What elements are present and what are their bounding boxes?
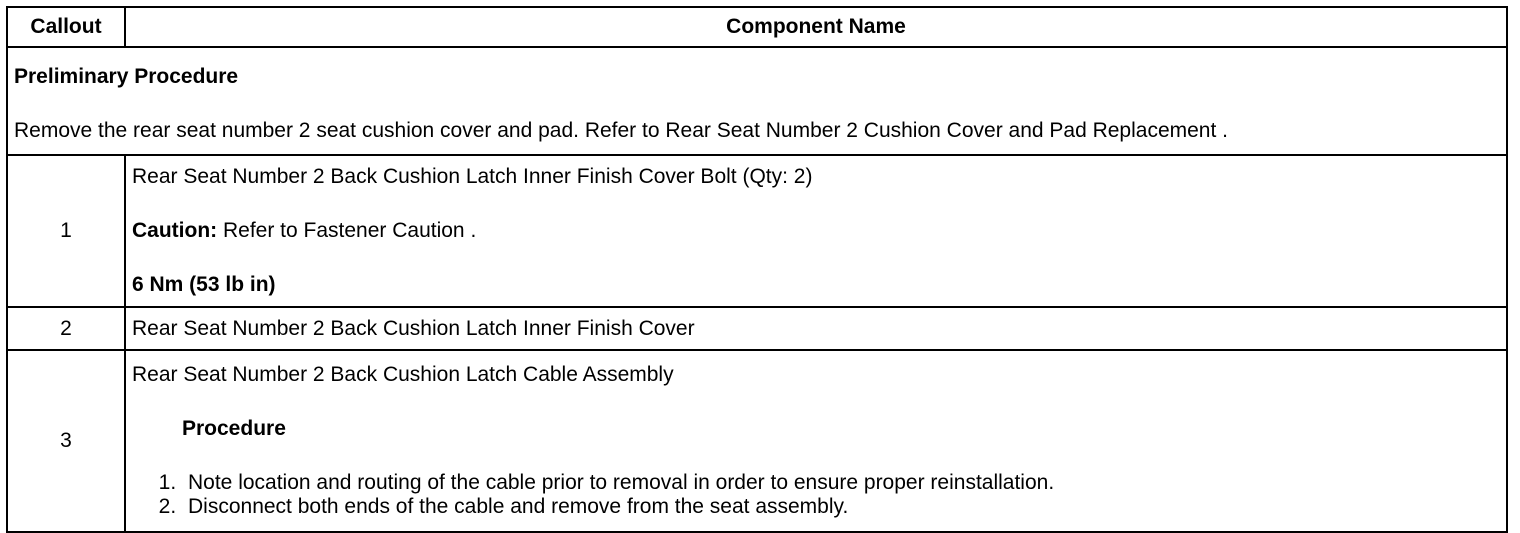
caution-text: Refer to Fastener Caution .: [217, 219, 477, 242]
callout-2: 2: [7, 307, 125, 350]
procedure-step: 1. Note location and routing of the cable prior to removal in order to ensure proper reinstallation.: [182, 471, 1500, 495]
component-name-2: Rear Seat Number 2 Back Cushion Latch Inner Finish Cover: [132, 316, 695, 340]
component-cell-3: [125, 350, 1507, 532]
component-cell-1: [125, 155, 1507, 307]
torque-spec: 6 Nm (53 lb in): [132, 273, 276, 296]
preliminary-text: Remove the rear seat number 2 seat cushion cover and pad. Refer to Rear Seat Number 2 Cushion Cover and Pad Replacement .: [14, 119, 1228, 142]
callout-3: 3: [7, 350, 125, 532]
procedure-heading: Procedure: [182, 417, 286, 440]
callout-1: 1: [7, 155, 125, 307]
preliminary-title: Preliminary Procedure: [14, 65, 239, 88]
table-row: [7, 155, 1507, 307]
component-cell-2: [125, 307, 1507, 350]
component-name-1: Rear Seat Number 2 Back Cushion Latch Inner Finish Cover Bolt (Qty: 2): [132, 165, 813, 188]
preliminary-row: [7, 47, 1507, 155]
table-row: [7, 307, 1507, 350]
header-callout: Callout: [7, 7, 125, 47]
component-name-3: Rear Seat Number 2 Back Cushion Latch Cable Assembly: [132, 363, 674, 386]
procedure-steps: [132, 471, 1500, 519]
table-row: [7, 350, 1507, 532]
preliminary-cell: [7, 47, 1507, 155]
header-row: [7, 7, 1507, 47]
component-table-container: [6, 6, 1508, 533]
procedure-step: 2. Disconnect both ends of the cable and remove from the seat assembly.: [182, 495, 1500, 519]
caution-line: [132, 219, 1500, 243]
header-component-name: Component Name: [125, 7, 1507, 47]
component-table: [6, 6, 1508, 533]
caution-label: Caution:: [132, 219, 218, 242]
